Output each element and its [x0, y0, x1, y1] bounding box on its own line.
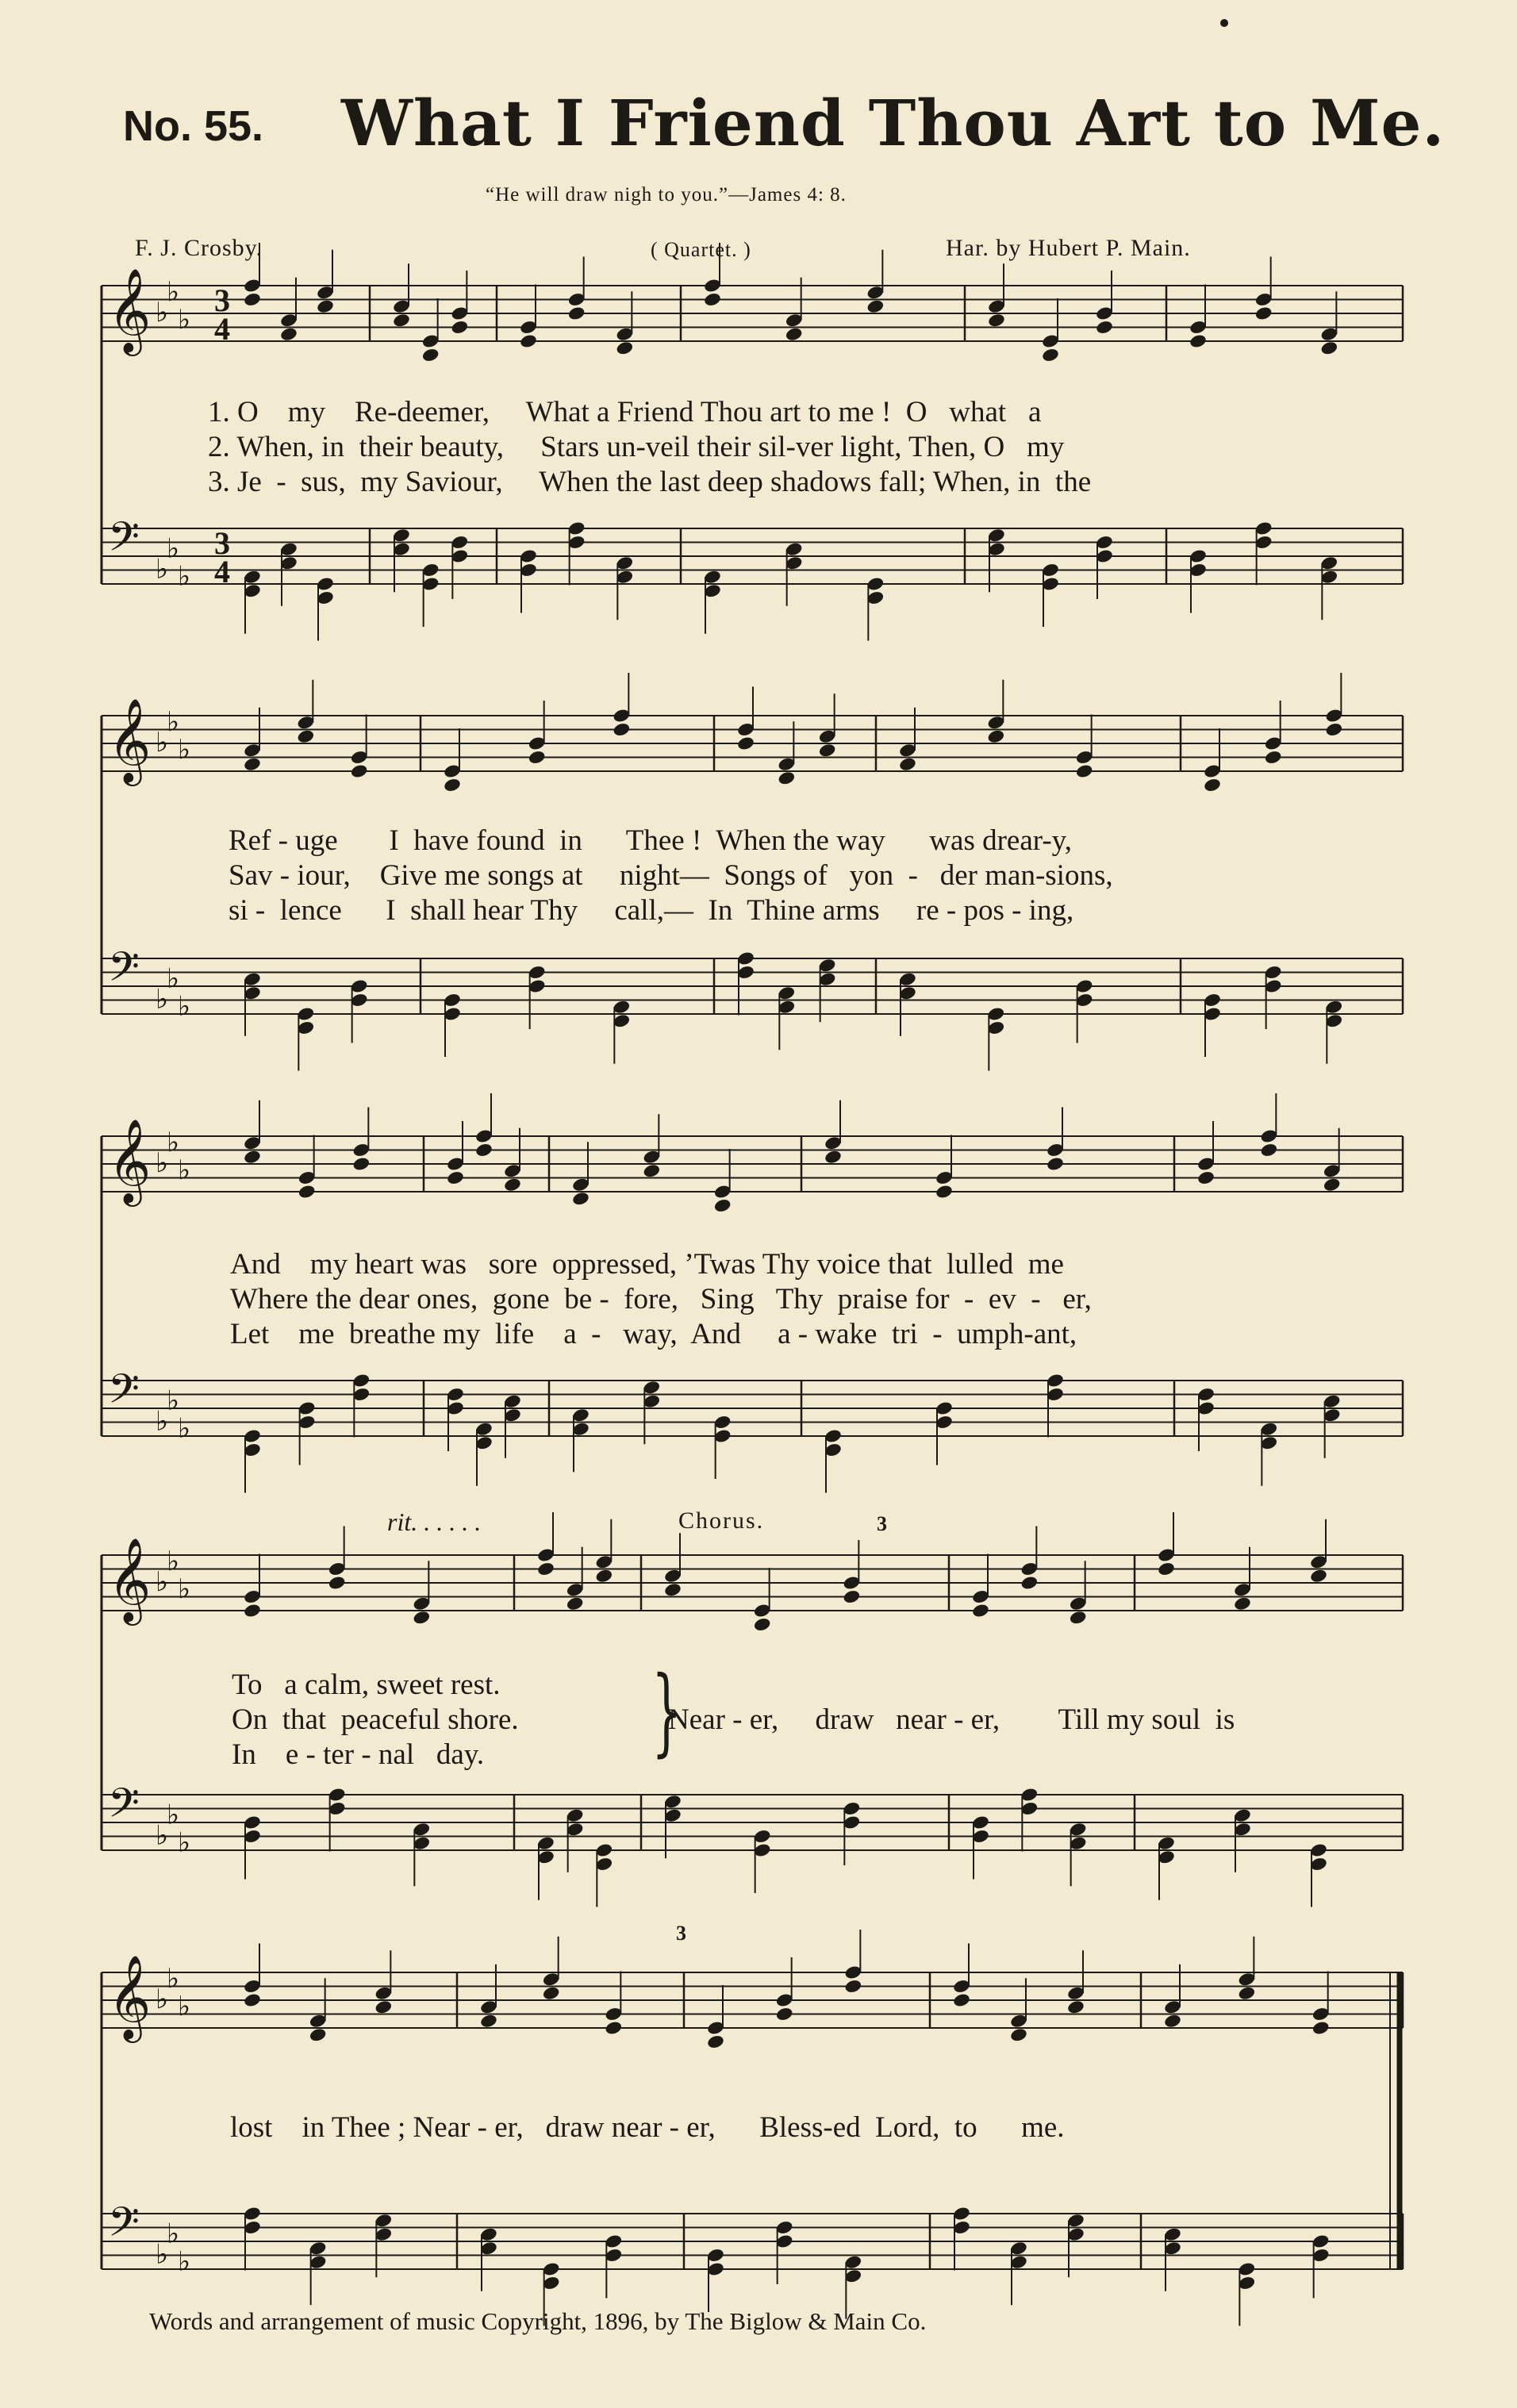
note-head	[1325, 722, 1344, 738]
voicing-label: ( Quartet. )	[651, 238, 751, 261]
note-head	[736, 735, 755, 751]
lyric-line: lost in Thee ; Near - er, draw near - er, Bless-ed Lord, to me.	[230, 2111, 1065, 2144]
note-head	[328, 1575, 347, 1591]
treble-clef: 𝄞	[108, 267, 152, 352]
note-head	[1095, 320, 1114, 336]
chorus-label: Chorus.	[678, 1507, 765, 1534]
flat-sign: ♭	[167, 1545, 180, 1577]
time-signature-top: 3	[214, 525, 230, 561]
lyric-line: Sav - iour, Give me songs at night— Songs of yon - der man-sions,	[229, 859, 1113, 892]
note-head	[243, 1992, 262, 2008]
flat-sign: ♭	[156, 727, 169, 759]
lyric-line: On that peaceful shore.	[232, 1703, 519, 1736]
note-head	[818, 743, 837, 759]
hymn-title: What I Friend Thou Art to Me.	[341, 86, 1446, 160]
triplet-marking: 3	[877, 1512, 887, 1535]
flat-sign: ♭	[178, 1573, 191, 1605]
bass-clef: 𝄢	[108, 943, 140, 1000]
treble-clef: 𝄞	[108, 1954, 152, 2039]
note-head	[1066, 1999, 1085, 2015]
lyric-line: Where the dear ones, gone be - fore, Sing Thy praise for - ev - er,	[230, 1283, 1092, 1315]
verse-brace: }	[651, 1657, 682, 1767]
note-head	[567, 305, 586, 321]
note-head	[706, 2034, 725, 2050]
note-head	[243, 292, 262, 308]
lyric-line: 1. O my Re-deemer, What a Friend Thou art to me ! O what a	[208, 396, 1042, 428]
flat-sign: ♭	[167, 532, 180, 565]
note-head	[753, 1617, 772, 1633]
note-head	[595, 1568, 614, 1584]
note-head	[536, 1561, 555, 1577]
lyric-line: 2. When, in their beauty, Stars un-veil their sil-ver light, Then, O my	[208, 431, 1065, 463]
note-head	[503, 1177, 522, 1192]
note-head	[443, 778, 462, 793]
note-head	[479, 2013, 498, 2029]
scripture-epigraph: “He will draw nigh to you.”—James 4: 8.	[486, 184, 847, 205]
flat-sign: ♭	[167, 705, 180, 738]
note-head	[474, 1143, 494, 1158]
chorus-lyric-line: Near - er, draw near - er, Till my soul is	[668, 1703, 1235, 1736]
note-head	[1323, 1177, 1342, 1192]
flat-sign: ♭	[178, 2245, 191, 2278]
lyric-line: Ref - uge I have found in Thee ! When the way was drear-y,	[229, 824, 1073, 857]
flat-sign: ♭	[156, 1566, 169, 1598]
note-head	[566, 1596, 585, 1611]
flat-sign: ♭	[156, 2238, 169, 2271]
note-head	[297, 728, 316, 744]
lyric-line: Let me breathe my life a - way, And a - wake tri - umph-ant,	[230, 1318, 1077, 1350]
lyric-line: si - lence I shall hear Thy call,— In Thine arms re - pos - ing,	[229, 894, 1074, 927]
flat-sign: ♭	[178, 1412, 191, 1445]
flat-sign: ♭	[178, 1826, 191, 1859]
flat-sign: ♭	[178, 303, 191, 336]
note-head	[528, 750, 547, 766]
flat-sign: ♭	[167, 275, 180, 308]
flat-sign: ♭	[156, 553, 169, 586]
flat-sign: ♭	[156, 1147, 169, 1179]
flat-sign: ♭	[178, 990, 191, 1023]
flat-sign: ♭	[167, 1126, 180, 1158]
note-head	[866, 298, 885, 314]
note-head	[1157, 1561, 1176, 1577]
note-head	[298, 1184, 317, 1200]
bass-clef: 𝄢	[108, 1365, 140, 1423]
note-head	[1238, 1985, 1257, 2001]
note-head	[1069, 1610, 1088, 1626]
note-head	[1189, 333, 1208, 349]
note-head	[843, 1589, 862, 1605]
note-head	[392, 313, 411, 328]
note-head	[413, 1610, 432, 1626]
note-head	[987, 313, 1006, 328]
arranger-credit: Har. by Hubert P. Main.	[946, 235, 1191, 261]
treble-clef: 𝄞	[108, 697, 152, 782]
flat-sign: ♭	[167, 962, 180, 995]
hymn-number: No. 55.	[123, 102, 264, 150]
note-head	[1041, 348, 1060, 363]
note-head	[1312, 2020, 1331, 2036]
note-head	[542, 1985, 561, 2001]
note-head	[1196, 1170, 1216, 1186]
note-head	[1233, 1596, 1252, 1611]
treble-clef: 𝄞	[108, 1118, 152, 1203]
flat-sign: ♭	[156, 1405, 169, 1438]
flat-sign: ♭	[178, 560, 191, 593]
note-head	[616, 340, 635, 356]
time-signature-bottom: 4	[214, 554, 230, 590]
note-head	[1309, 1568, 1328, 1584]
note-head	[844, 1979, 863, 1995]
note-head	[778, 770, 797, 786]
note-head	[971, 1603, 990, 1619]
treble-clef: 𝄞	[108, 1537, 152, 1622]
flat-sign: ♭	[178, 1990, 191, 2022]
note-head	[243, 756, 262, 772]
note-head	[713, 1198, 732, 1214]
note-head	[703, 292, 722, 308]
note-head	[1254, 305, 1273, 321]
note-head	[643, 1163, 662, 1179]
note-head	[663, 1582, 682, 1598]
time-signature-bottom: 4	[214, 311, 230, 347]
note-head	[1264, 750, 1283, 766]
note-head	[987, 728, 1006, 744]
note-head	[824, 1149, 843, 1165]
note-head	[451, 320, 470, 336]
flat-sign: ♭	[178, 733, 191, 766]
note-head	[309, 2027, 328, 2043]
note-head	[1320, 340, 1339, 356]
note-head	[1020, 1575, 1039, 1591]
note-head	[1046, 1156, 1065, 1172]
lyric-line: 3. Je - sus, my Saviour, When the last deep shadows fall; When, in the	[208, 466, 1092, 498]
flat-sign: ♭	[156, 1819, 169, 1852]
note-head	[243, 1149, 262, 1165]
note-head	[352, 1156, 371, 1172]
note-head	[1203, 778, 1222, 793]
copyright-notice: Words and arrangement of music Copyright, 1896, by The Biglow & Main Co.	[149, 2307, 927, 2335]
note-head	[952, 1992, 971, 2008]
flat-sign: ♭	[167, 1799, 180, 1831]
ritardando-marking: rit. . . . . .	[387, 1507, 482, 1536]
flat-sign: ♭	[178, 1154, 191, 1186]
flat-sign: ♭	[156, 1984, 169, 2015]
note-head	[571, 1191, 590, 1207]
triplet-marking: 3	[676, 1922, 686, 1945]
bass-clef: 𝄢	[108, 2198, 140, 2256]
time-signature-top: 3	[214, 282, 230, 318]
flat-sign: ♭	[167, 1385, 180, 1417]
flat-sign: ♭	[156, 297, 169, 328]
note-head	[1163, 2013, 1182, 2029]
author-credit: F. J. Crosby.	[135, 235, 263, 261]
note-head	[613, 722, 632, 738]
note-head	[243, 1603, 262, 1619]
note-head	[519, 333, 538, 349]
note-head	[1009, 2027, 1028, 2043]
note-head	[316, 298, 335, 314]
flat-sign: ♭	[167, 1962, 180, 1995]
lyric-line: And my heart was sore oppressed, ’Twas Thy voice that lulled me	[230, 1248, 1064, 1281]
note-head	[446, 1170, 465, 1186]
note-head	[898, 756, 917, 772]
note-head	[935, 1184, 954, 1200]
lyric-line: In e - ter - nal day.	[232, 1738, 485, 1771]
bass-clef: 𝄢	[108, 1779, 140, 1837]
note-head	[421, 348, 440, 363]
note-head	[1075, 763, 1094, 779]
bass-clef: 𝄢	[108, 513, 140, 570]
flat-sign: ♭	[167, 2218, 180, 2250]
note-head	[775, 2007, 794, 2022]
note-head	[785, 326, 804, 342]
note-head	[605, 2020, 624, 2036]
lyric-line: To a calm, sweet rest.	[232, 1669, 501, 1701]
flat-sign: ♭	[156, 983, 169, 1016]
note-head	[279, 326, 298, 342]
note-head	[374, 1999, 394, 2015]
note-head	[350, 763, 369, 779]
note-head	[1260, 1143, 1279, 1158]
